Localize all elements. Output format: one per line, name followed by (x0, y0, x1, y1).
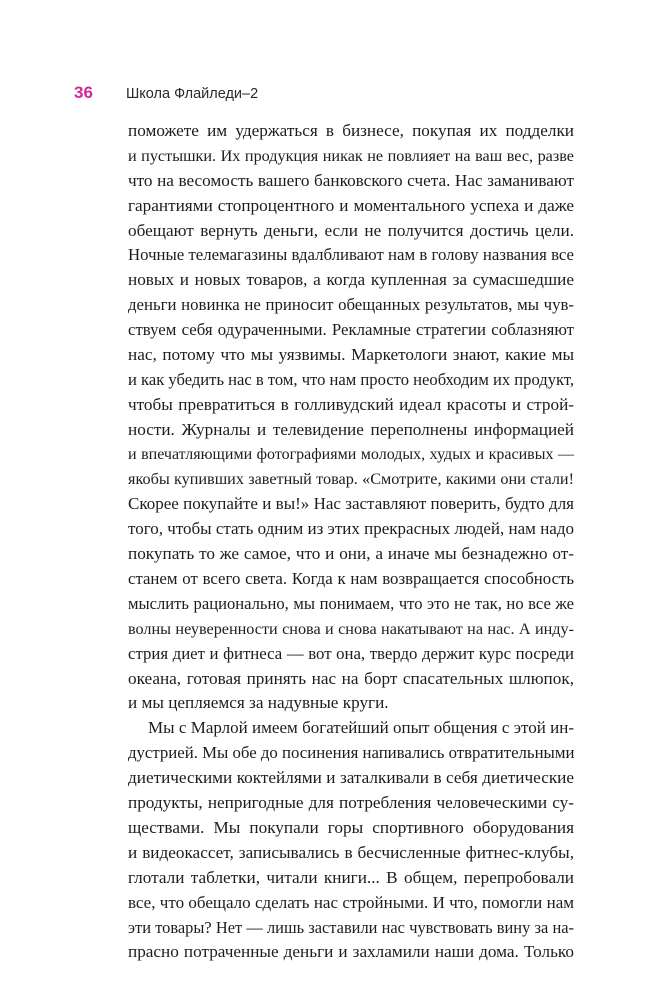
paragraph-2 (128, 716, 574, 965)
text-line: стрия диет и фитнеса — вот она, твердо держит курс посреди (128, 643, 574, 663)
running-title: Школа Флайледи–2 (126, 86, 259, 102)
text-line: чтобы превратиться в голливудский идеал красоты и строй- (128, 394, 574, 414)
text-line: поможете им удержаться в бизнесе, покупая их подделки (128, 121, 574, 140)
page-header (74, 83, 258, 107)
text-line: ществами. Мы покупали горы спортивного оборудования (128, 817, 574, 837)
text-line: океана, готовая принять нас на борт спасательных шлюпок, (128, 668, 574, 688)
text-line: того, чтобы стать одним из этих прекрасных людей, нам надо (128, 519, 574, 539)
text-line: ствуем себя одураченными. Рекламные стратегии соблазняют (128, 320, 574, 340)
text-line: все, что обещало сделать нас стройными. И что, помогли нам (128, 892, 574, 912)
text-line: и впечатляющими фотографиями молодых, худых и красивых — (128, 445, 574, 463)
text-line: и пустышки. Их продукция никак не повлияет на ваш вес, разве (128, 146, 574, 165)
text-line: мыслить рационально, мы понимаем, что это не так, но все же (128, 593, 574, 613)
text-line: якобы купивших заветный товар. «Смотрите, какими они стали! (128, 470, 574, 489)
text-line: ности. Журналы и телевидение переполнены информацией (128, 419, 574, 439)
body-text (128, 119, 574, 965)
text-line: прасно потраченные деньги и захламили наши дома. Только (128, 942, 574, 962)
text-line: что на весомость вашего банковского счета. Нас заманивают (128, 170, 574, 190)
text-line: Ночные телемагазины вдалбливают нам в голову названия все (128, 245, 574, 265)
text-line: деньги новинка не приносит обещанных результатов, мы чув- (128, 295, 574, 315)
text-line: дустрией. Мы обе до посинения напивались отвратительными (128, 743, 575, 763)
paragraph-1 (128, 119, 574, 716)
text-line: глотали таблетки, читали книги... В общем, перепробовали (128, 867, 574, 887)
text-line: продукты, непригодные для потребления человеческими су- (128, 793, 574, 813)
text-line: гарантиями стопроцентного и моментального успеха и даже (128, 195, 574, 215)
text-line: и видеокассет, записывались в бесчисленные фитнес-клубы, (128, 842, 574, 862)
text-line: нас, потому что мы уязвимы. Маркетологи знают, какие мы (128, 345, 574, 365)
text-line: и как убедить нас в том, что нам просто необходим их продукт, (128, 369, 575, 389)
text-line: диетическими коктейлями и заталкивали в себя диетические (128, 768, 574, 788)
text-line: покупать то же самое, что и они, а иначе мы безнадежно от- (128, 544, 574, 564)
text-line: и мы цепляемся за надувные круги. (128, 693, 389, 713)
text-line: новых и новых товаров, а когда купленная за сумасшедшие (128, 270, 574, 290)
text-line: Мы с Марлой имеем богатейший опыт общения с этой ин- (148, 718, 574, 738)
text-line: станем от всего света. Когда к нам возвращается способность (128, 569, 574, 589)
text-line: обещают вернуть деньги, если не получится достичь цели. (128, 220, 574, 240)
text-line: волны неуверенности снова и снова накатывают на нас. А инду- (128, 619, 574, 638)
text-line: Скорее покупайте и вы!» Нас заставляют поверить, будто для (128, 494, 574, 514)
text-line: эти товары? Нет — лишь заставили нас чувствовать вину за на- (128, 917, 574, 937)
page-number: 36 (74, 83, 93, 102)
